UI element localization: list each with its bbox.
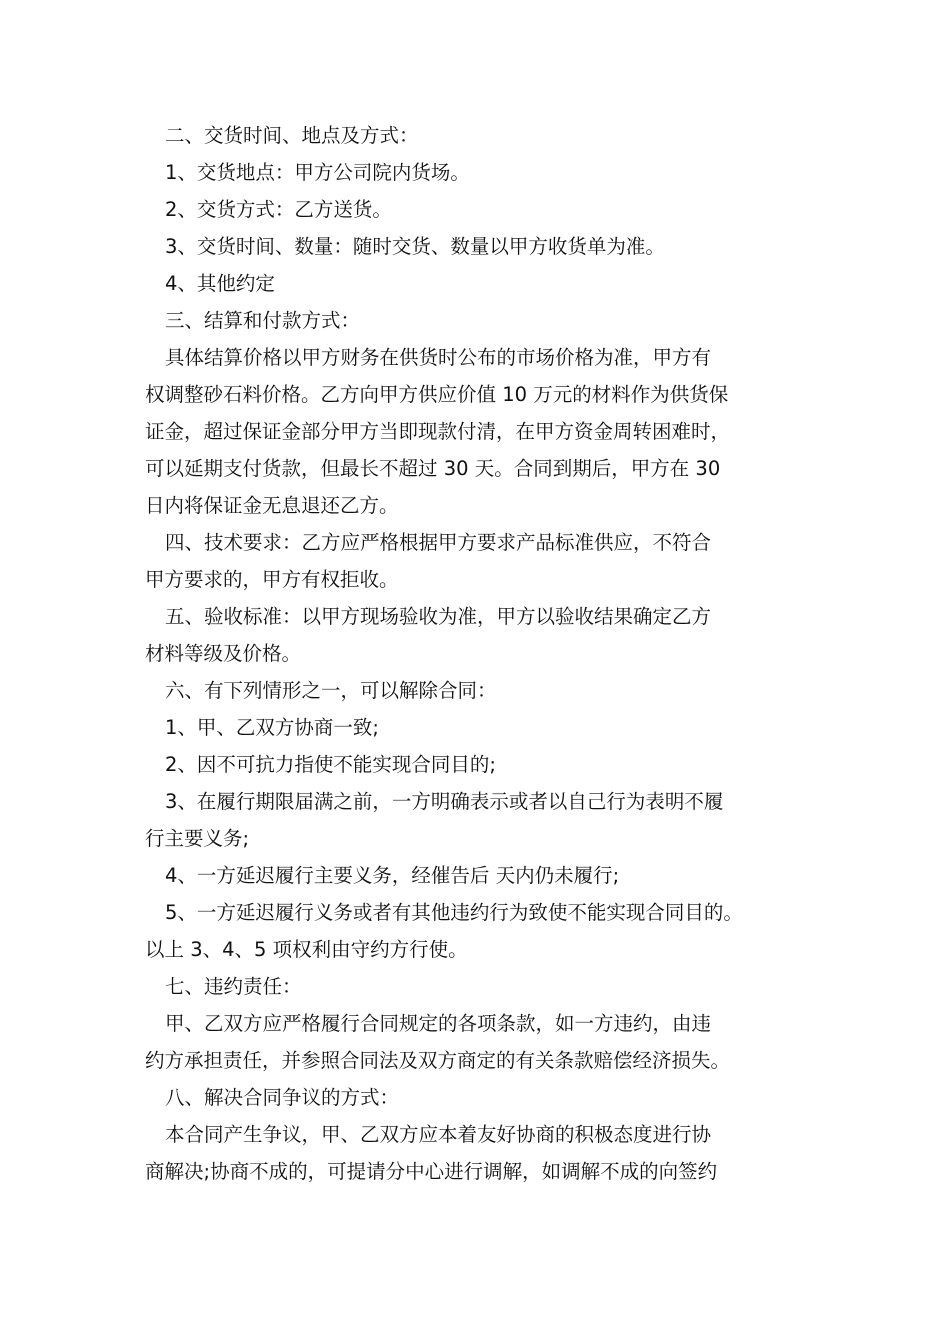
- section-heading-liability: 七、违约责任：: [165, 975, 302, 998]
- paragraph-line: 可以延期支付货款，但最长不超过 30 天。合同到期后，甲方在 30: [145, 457, 721, 480]
- document-body: [145, 117, 825, 1190]
- paragraph-line: 日内将保证金无息退还乙方。: [145, 494, 399, 517]
- paragraph-line: 证金，超过保证金部分甲方当即现款付清，在甲方资金周转困难时，: [145, 420, 731, 443]
- section-acceptance-standard: 五、验收标准：以甲方现场验收为准，甲方以验收结果确定乙方: [165, 605, 712, 628]
- list-item: 5、一方延迟履行义务或者有其他违约行为致使不能实现合同目的。: [165, 901, 743, 924]
- paragraph-line: 甲方要求的，甲方有权拒收。: [145, 568, 399, 591]
- paragraph-line: 商解决;协商不成的，可提请分中心进行调解，如调解不成的向签约: [145, 1160, 718, 1183]
- section-technical-requirements: 四、技术要求：乙方应严格根据甲方要求产品标准供应，不符合: [165, 531, 712, 554]
- paragraph-line: 本合同产生争议，甲、乙双方应本着友好协商的积极态度进行协: [165, 1123, 712, 1146]
- list-item: 3、在履行期限届满之前，一方明确表示或者以自己行为表明不履: [165, 790, 724, 813]
- section-heading-termination: 六、有下列情形之一，可以解除合同：: [165, 679, 497, 702]
- list-item: 1、甲、乙双方协商一致;: [165, 716, 379, 739]
- list-item: 4、其他约定: [165, 272, 275, 295]
- paragraph-line: 行主要义务;: [145, 827, 250, 850]
- list-item: 1、交货地点：甲方公司院内货场。: [165, 161, 470, 184]
- list-item: 3、交货时间、数量：随时交货、数量以甲方收货单为准。: [165, 235, 665, 258]
- paragraph-line: 以上 3、4、5 项权利由守约方行使。: [145, 938, 468, 961]
- paragraph-line: 甲、乙双方应严格履行合同规定的各项条款，如一方违约，由违: [165, 1012, 712, 1035]
- paragraph-line: 材料等级及价格。: [145, 642, 302, 665]
- list-item: 4、一方延迟履行主要义务，经催告后 天内仍未履行;: [165, 864, 620, 887]
- section-heading-delivery: 二、交货时间、地点及方式：: [165, 124, 419, 147]
- list-item: 2、因不可抗力指使不能实现合同目的;: [165, 753, 496, 776]
- paragraph-line: 约方承担责任，并参照合同法及双方商定的有关条款赔偿经济损失。: [145, 1049, 731, 1072]
- paragraph-line: 权调整砂石料价格。乙方向甲方供应价值 10 万元的材料作为供货保: [145, 383, 729, 406]
- list-item: 2、交货方式：乙方送货。: [165, 198, 392, 221]
- paragraph-line: 具体结算价格以甲方财务在供货时公布的市场价格为准，甲方有: [165, 346, 712, 369]
- section-heading-dispute: 八、解决合同争议的方式：: [165, 1086, 400, 1109]
- section-heading-settlement: 三、结算和付款方式：: [165, 309, 361, 332]
